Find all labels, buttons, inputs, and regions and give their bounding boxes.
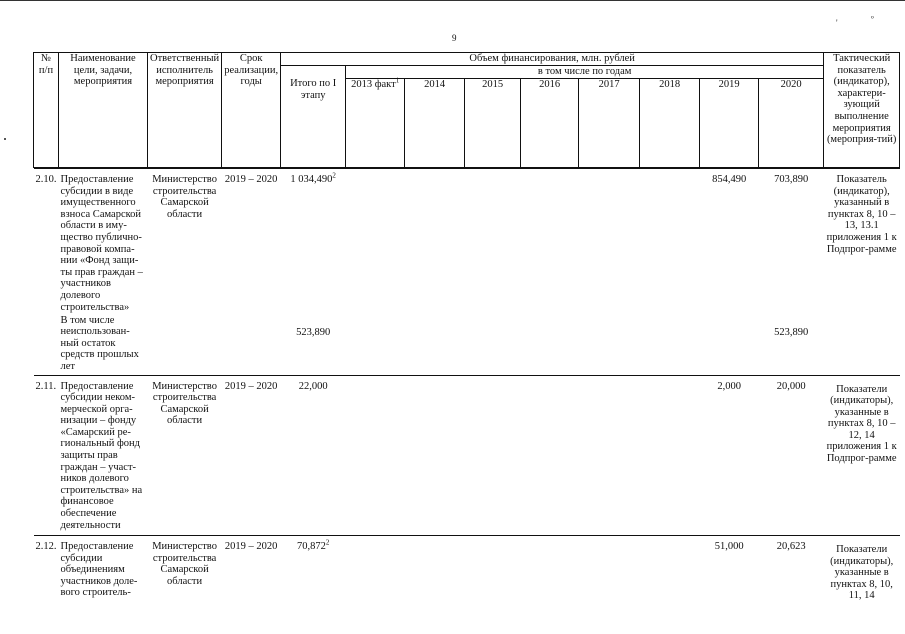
row-indicator: Показатели (индикаторы), указанные в пунктах 8, 10 – 12, 14 приложения 1 к Подпрог-рамме	[826, 383, 897, 465]
table-row	[34, 169, 900, 315]
row-total: 523,890	[296, 326, 331, 338]
page-number: 9	[452, 33, 457, 43]
row-total: 70,872$^2$	[296, 538, 330, 552]
row-name: Предоставление субсидии объединениям участников доле-вого строитель-	[60, 541, 138, 599]
row-name: В том числе неиспользован-ный остаток средств прошлых лет	[60, 314, 139, 372]
financing-table	[33, 52, 900, 616]
header-year-2015: 2015	[465, 79, 521, 168]
table-header	[34, 53, 900, 168]
scan-speck	[4, 138, 6, 140]
row-num: 2.11.	[35, 380, 57, 392]
table-row	[34, 375, 900, 535]
header-by-year: в том числе по годам	[346, 66, 824, 79]
row-2020: 703,890	[774, 174, 809, 185]
row-2019: 854,490	[712, 174, 747, 185]
row-name: Предоставление субсидии в виде имущественного взноса Самарской области в иму-щество публично-правовой компа-нии «Фонд защи-ты прав граждан – участников долевого строительства»	[60, 174, 143, 313]
row-indicator: Показатели (индикаторы), указанные в пунктах 8, 10, 11, 14	[830, 544, 894, 602]
table-body	[34, 168, 900, 616]
row-2019: 2,000	[717, 380, 741, 392]
header-year-2017: 2017	[579, 79, 640, 168]
table-row	[34, 536, 900, 616]
row-2019: 51,000	[714, 541, 744, 552]
row-2020: 20,000	[776, 380, 806, 392]
header-term: Срок реализации, годы	[222, 53, 281, 168]
row-responsible: Министерство строительства Самарской области	[152, 174, 217, 220]
row-name: Предоставление субсидии неком-мерческой орга-низации – фонду «Самарский ре-гиональный фонд защиты прав граждан – участ-ников долевого строительства» на финансовое обеспечение деятельности	[60, 380, 143, 531]
row-total: 22,000	[298, 380, 328, 392]
header-year-2016: 2016	[521, 79, 579, 168]
row-indicator: Показатель (индикатор), указанный в пунктах 8, 10 – 13, 13.1 приложения 1 к Подпрог-рамме	[826, 174, 897, 255]
row-term: 2019 – 2020	[224, 380, 278, 392]
row-2020: 523,890	[774, 326, 809, 338]
header-volume: Объем финансирования, млн. рублей	[281, 53, 824, 66]
header-indicator: Тактический показатель (индикатор), характери-зующий выполнение мероприятия (мероприя-тий)	[824, 53, 900, 168]
row-2020: 20,623	[776, 541, 806, 552]
corner-mark: º	[871, 14, 874, 24]
row-total: 1 034,490$^2$	[290, 171, 336, 185]
row-responsible: Министерство строительства Самарской области	[152, 541, 217, 587]
row-num: 2.10.	[35, 174, 57, 185]
header-year-2018: 2018	[640, 79, 700, 168]
header-responsible: Ответственный исполнитель мероприятия	[148, 53, 222, 168]
table-row	[34, 315, 900, 375]
header-total: Итого по I этапу	[281, 66, 346, 168]
header-num: № п/п	[34, 53, 59, 168]
header-name: Наименование цели, задачи, мероприятия	[59, 53, 148, 168]
header-year-2020: 2020	[759, 79, 824, 168]
row-term: 2019 – 2020	[224, 174, 278, 185]
row-term: 2019 – 2020	[224, 541, 278, 552]
corner-mark: '	[836, 18, 838, 28]
header-year-2014: 2014	[405, 79, 465, 168]
page-top-border	[0, 0, 905, 1]
header-year-2019: 2019	[700, 79, 759, 168]
row-responsible: Министерство строительства Самарской области	[152, 380, 217, 427]
header-year-2013: 2013 факт$^1$	[346, 79, 405, 168]
row-num: 2.12.	[35, 541, 57, 552]
